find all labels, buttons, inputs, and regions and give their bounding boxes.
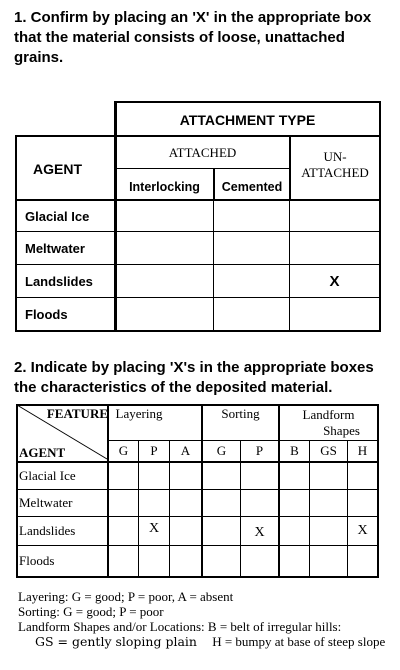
- mark-cell: X: [357, 523, 368, 538]
- code-layering-g: G: [118, 443, 129, 458]
- code-landform-b: B: [290, 443, 299, 458]
- unattached-mark-cell: X: [329, 272, 340, 290]
- unattached-mark-cell: [290, 201, 379, 231]
- unattached-line-2: ATTACHED: [301, 165, 369, 180]
- legend-sorting: Sorting: G = good; P = poor: [18, 604, 164, 619]
- landform-line-2: Shapes: [323, 423, 360, 438]
- code-sorting-p: P: [255, 443, 264, 458]
- unattached-line-1: UN-: [323, 149, 347, 164]
- legend-h: H = bumpy at base of steep slope: [212, 634, 386, 649]
- unattached-mark-cell: [290, 232, 379, 264]
- code-sorting-g: G: [216, 443, 227, 458]
- code-landform-gs: GS: [320, 443, 337, 458]
- feature-label: FEATURE: [46, 406, 108, 421]
- code-layering-a: A: [180, 443, 191, 458]
- agent-cell: Landslides: [19, 523, 76, 538]
- legend-layering: Layering: G = good; P = poor, A = absent: [18, 589, 234, 604]
- group-landform-shapes: [280, 406, 377, 440]
- attached-header: ATTACHED: [168, 144, 237, 160]
- agent-cell: Glacial Ice: [25, 208, 90, 224]
- group-sorting: Sorting: [221, 406, 260, 421]
- agent-header: AGENT: [33, 160, 82, 177]
- agent-label: AGENT: [19, 445, 66, 460]
- question-2-instruction: 2. Indicate by placing 'X's in the appropriate boxes the characteristics of the deposited material.: [14, 359, 374, 396]
- legend-gs: GS = gently sloping plain: [35, 634, 197, 649]
- agent-cell: Meltwater: [25, 240, 85, 256]
- agent-cell: Meltwater: [19, 495, 73, 510]
- agent-cell: Glacial Ice: [19, 468, 76, 483]
- attachment-type-table: [15, 101, 381, 332]
- unattached-mark-cell: [290, 298, 379, 330]
- question-1-instruction: 1. Confirm by placing an 'X' in the appropriate box that the material consists of loose, unattached grains.: [14, 9, 372, 66]
- unattached-header: [291, 145, 379, 185]
- agent-cell: Floods: [25, 306, 68, 322]
- agent-cell: Landslides: [25, 273, 93, 289]
- mark-cell: X: [254, 525, 265, 540]
- deposited-material-table: [16, 404, 379, 578]
- legend: [18, 589, 385, 649]
- agent-cell: Floods: [19, 553, 55, 568]
- interlocking-header: Interlocking: [129, 180, 200, 194]
- mark-cell: X: [148, 521, 160, 536]
- group-layering: Layering: [115, 406, 163, 421]
- code-landform-h: H: [357, 443, 368, 458]
- cemented-header: Cemented: [221, 180, 283, 194]
- attachment-type-header: ATTACHMENT TYPE: [179, 111, 316, 128]
- legend-landform: Landform Shapes and/or Locations: B = belt of irregular hills:: [18, 619, 342, 634]
- landform-line-1: Landform: [302, 407, 355, 422]
- code-layering-p: P: [150, 443, 158, 458]
